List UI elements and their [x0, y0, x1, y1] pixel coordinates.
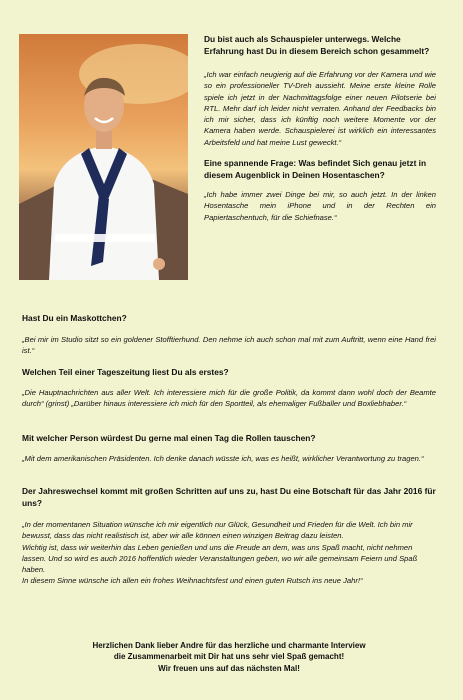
closing-line-3: Wir freuen uns auf das nächsten Mal! [158, 663, 300, 673]
answer-acting: „Ich war einfach neugierig auf die Erfahrung vor der Kamera und wie so ein professioneller TV-Dreh aussieht. Meine erste kleine Rolle spiele ich jetzt in der Nachmittagsfolge einer neuen Pilotserie bei RTL. Mehr darf ich leider nicht verraten. Anhand der Feedbacks bin ich mir sicher, dass ich künftig noch weitere Momente vor der Kamera haben werde. Schauspielerei ist wirklich ein interessantes Arbeitsfeld und hat meine Lust geweckt.“ [204, 70, 436, 147]
answer-pockets: „Ich habe immer zwei Dinge bei mir, so auch jetzt. In der linken Hosentasche mein iPhone und in der Rechten ein Papiertaschentuch, für die Schiefnase.“ [204, 190, 436, 222]
portrait-illustration [19, 34, 188, 280]
right-column [204, 34, 436, 223]
question-new-year: Der Jahreswechsel kommt mit großen Schritten auf uns zu, hast Du eine Botschaft für das Jahr 2016 für uns? [22, 486, 436, 508]
question-swap-roles: Mit welcher Person würdest Du gerne mal einen Tag die Rollen tauschen? [22, 433, 316, 443]
answer-newspaper: „Die Hauptnachrichten aus aller Welt. Ich interessiere mich für die große Politik, da kommt dann wohl doch der Beamte durch“ (grinst) „Darüber hinaus interessiere ich mich für den Sportteil, als ehemaliger Fußballer und Boxliebhaber.“ [22, 388, 436, 409]
question-mascot: Hast Du ein Maskottchen? [22, 313, 127, 323]
question-acting: Du bist auch als Schauspieler unterwegs. Welche Erfahrung hast Du in diesem Bereich schon gesammelt? [204, 34, 430, 56]
answer-mascot: „Bei mir im Studio sitzt so ein goldener Stofftierhund. Den nehme ich auch schon mal mit zum Auftritt, wenn eine Hand frei ist.“ [22, 335, 436, 356]
answer-new-year-p1: „In der momentanen Situation wünsche ich mir eigentlich nur Glück, Gesundheit und Frieden für die Welt. Ich bin mir bewusst, dass das nicht realistisch ist, aber wir alle können einen winzigen Beitrag dazu leisten. [22, 520, 413, 541]
answer-new-year [22, 519, 436, 587]
question-newspaper: Welchen Teil einer Tageszeitung liest Du als erstes? [22, 367, 229, 377]
answer-new-year-p3: In diesem Sinne wünsche ich allen ein frohes Weihnachtsfest und einen guten Rutsch ins neue Jahr!“ [22, 576, 363, 586]
question-pockets: Eine spannende Frage: Was befindet Sich genau jetzt in diesem Augenblick in Deinen Hosentaschen? [204, 158, 427, 180]
closing-line-1: Herzlichen Dank lieber Andre für das herzliche und charmante Interview [92, 641, 366, 650]
answer-swap-roles: „Mit dem amerikanischen Präsidenten. Ich denke danach wüsste ich, was es heißt, wirklicher Verantwortung zu tragen.“ [22, 454, 424, 463]
portrait-photo [19, 34, 188, 280]
closing-message [22, 640, 436, 674]
answer-new-year-p2: Wichtig ist, dass wir weiterhin das Leben genießen und uns die Freude an dem, was uns Spaß macht, nicht nehmen lassen. Und so wird es auch 2016 hoffentlich wieder Veranstaltungen geben, wo wir alle gemeinsam Feiern und Spaß haben. [22, 542, 418, 575]
closing-line-2: die Zusammenarbeit mit Dir hat uns sehr viel Spaß gemacht! [113, 652, 345, 662]
